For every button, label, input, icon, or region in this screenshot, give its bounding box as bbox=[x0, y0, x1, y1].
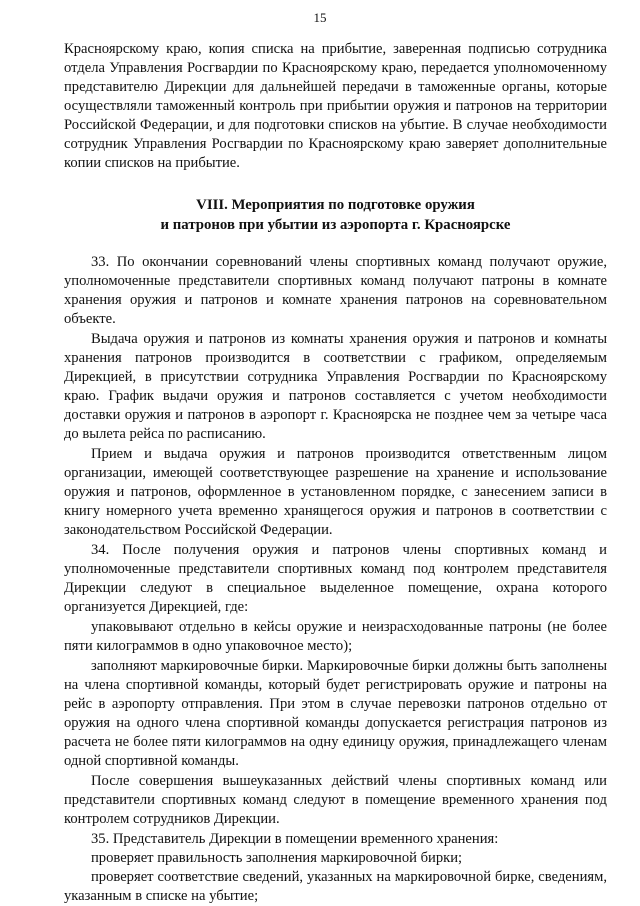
paragraph-after-actions: После совершения вышеуказанных действий члены спортивных команд или представители спортивных команд следуют в помещение временного хранения под контролем сотрудников Дирекции. bbox=[64, 773, 607, 827]
paragraph-check-list: проверяет соответствие сведений, указанных на маркировочной бирке, сведениям, указанным в списке на убытие; bbox=[64, 869, 607, 904]
document-body bbox=[64, 40, 607, 906]
paragraph-reception: Прием и выдача оружия и патронов производится ответственным лицом организации, имеющей соответствующее разрешение на хранение и использование оружия и патронов, оформленное в установленном порядке, с занесением записи в книгу номерного учета временно хранящегося оружия и патронов в соответствии с законодательством Российской Федерации. bbox=[64, 446, 607, 538]
paragraph-34: 34. После получения оружия и патронов члены спортивных команд и уполномоченные представители спортивных команд под контролем представителя Дирекции следуют в специальное выделенное помещение, охрана которого организуется Дирекцией, где: bbox=[64, 542, 607, 615]
section-heading bbox=[64, 195, 607, 235]
paragraph-pack-cases: упаковывают отдельно в кейсы оружие и неизрасходованные патроны (не более пяти килограммов в одно упаковочное место); bbox=[64, 619, 607, 654]
section-heading-line-2: и патронов при убытии из аэропорта г. Красноярске bbox=[160, 217, 511, 233]
paragraph-35: 35. Представитель Дирекции в помещении временного хранения: bbox=[91, 831, 499, 847]
page-number: 15 bbox=[313, 10, 327, 25]
paragraph-continuation: Красноярскому краю, копия списка на прибытие, заверенная подписью сотрудника отдела Управления Росгвардии по Красноярскому краю, передается уполномоченному представителю Дирекции для дальнейшей передачи в таможенные органы, которые осуществляли таможенный контроль при прибытии оружия и патронов на территории Российской Федерации, и для подготовки списков на убытие. В случае необходимости сотрудник Управления Росгвардии по Красноярскому краю заверяет дополнительные копии списков на прибытие. bbox=[64, 41, 607, 171]
paragraph-issuance: Выдача оружия и патронов из комнаты хранения оружия и патронов и комнаты хранения патронов производится в соответствии с графиком, определяемым Дирекцией, в присутствии сотрудника Управления Росгвардии по Красноярскому краю. График выдачи оружия и патронов составляется с учетом необходимости доставки оружия и патронов в аэропорт г. Красноярска не позднее чем за четыре часа до вылета рейса по расписанию. bbox=[64, 331, 607, 442]
paragraph-check-tag: проверяет правильность заполнения маркировочной бирки; bbox=[91, 850, 463, 866]
section-heading-line-1: VIII. Мероприятия по подготовке оружия bbox=[196, 197, 475, 213]
paragraph-fill-tags: заполняют маркировочные бирки. Маркировочные бирки должны быть заполнены на члена спортивной команды, который будет регистрировать оружие и патроны на рейс в аэропорту отправления. При этом в случае перевозки патронов отдельно от оружия на одного члена спортивной команды допускается регистрация патронов из расчета не более пяти килограммов на одну единицу оружия, принадлежащего членам одной спортивной команды. bbox=[64, 658, 607, 769]
paragraph-33: 33. По окончании соревнований члены спортивных команд получают оружие, уполномоченные представители спортивных команд получают патроны в комнате хранения оружия и патронов и комнате хранения патронов на соревновательном объекте. bbox=[64, 254, 607, 327]
